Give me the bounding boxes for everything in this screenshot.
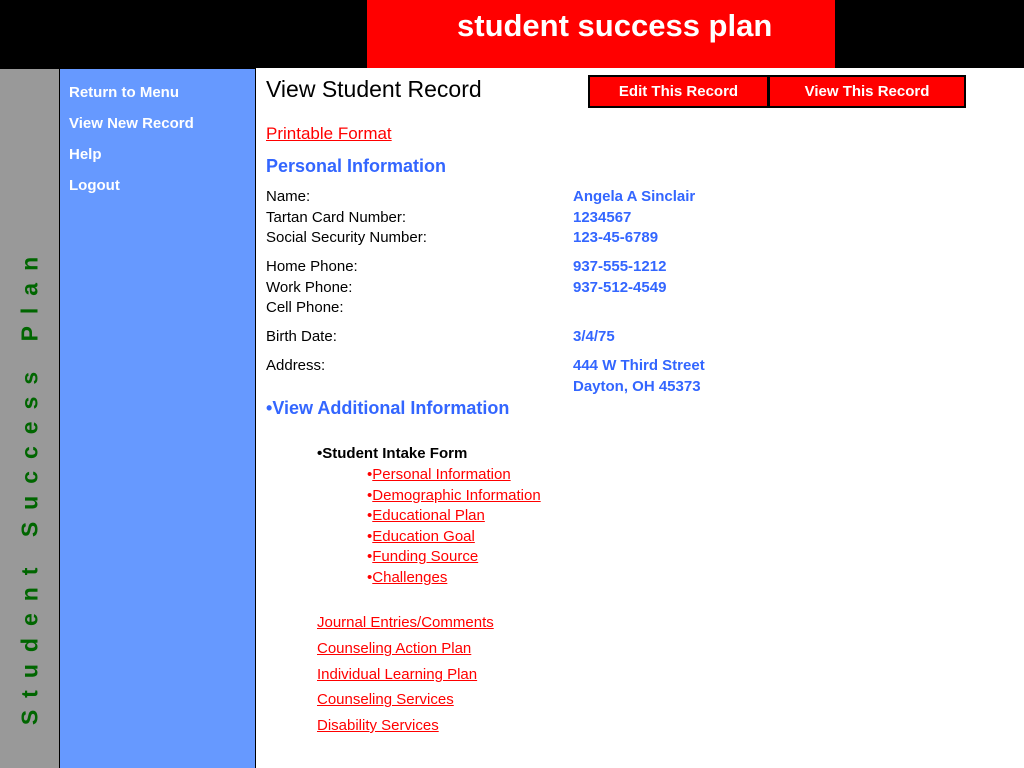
bullet: • [367, 569, 373, 586]
address-label: Address: [266, 357, 326, 374]
view-record-button[interactable]: View This Record [768, 75, 966, 108]
cell-phone-label: Cell Phone: [266, 299, 344, 316]
student-intake-form-label: Student Intake Form [322, 445, 468, 462]
header-title-box [367, 0, 835, 68]
educational-plan-link[interactable]: Educational Plan [372, 507, 485, 524]
tartan-card-label: Tartan Card Number: [266, 209, 407, 226]
counseling-action-plan-link[interactable]: Counseling Action Plan [317, 640, 472, 657]
bullet: • [367, 507, 373, 524]
ssn-value: 123-45-6789 [573, 229, 659, 246]
home-phone-value: 937-555-1212 [573, 258, 667, 275]
main-content [256, 68, 1024, 768]
side-banner-text: Student Success Plan [16, 244, 43, 726]
intake-item-educational-plan [367, 507, 485, 524]
printable-format-link[interactable]: Printable Format [266, 124, 392, 143]
home-phone-label: Home Phone: [266, 258, 358, 275]
bullet: • [266, 398, 273, 418]
edit-record-button[interactable]: Edit This Record [588, 75, 769, 108]
intake-item-education-goal [367, 528, 475, 545]
intake-item-challenges [367, 569, 447, 586]
birth-date-label: Birth Date: [266, 328, 337, 345]
bullet: • [367, 487, 373, 504]
address-line2: Dayton, OH 45373 [573, 378, 701, 395]
student-intake-form-heading [317, 445, 467, 462]
view-additional-information-label: View Additional Information [272, 398, 510, 418]
tartan-card-value: 1234567 [573, 209, 632, 226]
sidebar-nav [60, 68, 256, 768]
individual-learning-plan-link[interactable]: Individual Learning Plan [317, 666, 478, 683]
nav-help[interactable]: Help [69, 146, 102, 163]
journal-entries-link[interactable]: Journal Entries/Comments [317, 614, 494, 631]
education-goal-link[interactable]: Education Goal [372, 528, 475, 545]
view-additional-information-link[interactable] [266, 398, 509, 419]
name-label: Name: [266, 188, 311, 205]
birth-date-value: 3/4/75 [573, 328, 615, 345]
intake-item-funding-source [367, 548, 478, 565]
nav-logout[interactable]: Logout [69, 177, 120, 194]
top-bar [0, 0, 1024, 68]
app-title: student success plan [457, 8, 773, 43]
name-value: Angela A Sinclair [573, 188, 696, 205]
ssn-label: Social Security Number: [266, 229, 427, 246]
side-banner [0, 68, 60, 768]
page-title: View Student Record [266, 76, 482, 102]
challenges-link[interactable]: Challenges [372, 569, 448, 586]
intake-item-personal [367, 466, 511, 483]
personal-information-link[interactable]: Personal Information [372, 466, 511, 483]
bullet: • [317, 445, 323, 462]
funding-source-link[interactable]: Funding Source [372, 548, 479, 565]
work-phone-label: Work Phone: [266, 279, 353, 296]
bullet: • [367, 548, 373, 565]
counseling-services-link[interactable]: Counseling Services [317, 691, 454, 708]
disability-services-link[interactable]: Disability Services [317, 717, 439, 734]
intake-item-demographic [367, 487, 541, 504]
bullet: • [367, 528, 373, 545]
nav-return-to-menu[interactable]: Return to Menu [69, 84, 179, 101]
bullet: • [367, 466, 373, 483]
address-line1: 444 W Third Street [573, 357, 705, 374]
nav-view-new-record[interactable]: View New Record [69, 115, 194, 132]
personal-information-heading: Personal Information [266, 156, 447, 176]
work-phone-value: 937-512-4549 [573, 279, 667, 296]
demographic-information-link[interactable]: Demographic Information [372, 487, 541, 504]
